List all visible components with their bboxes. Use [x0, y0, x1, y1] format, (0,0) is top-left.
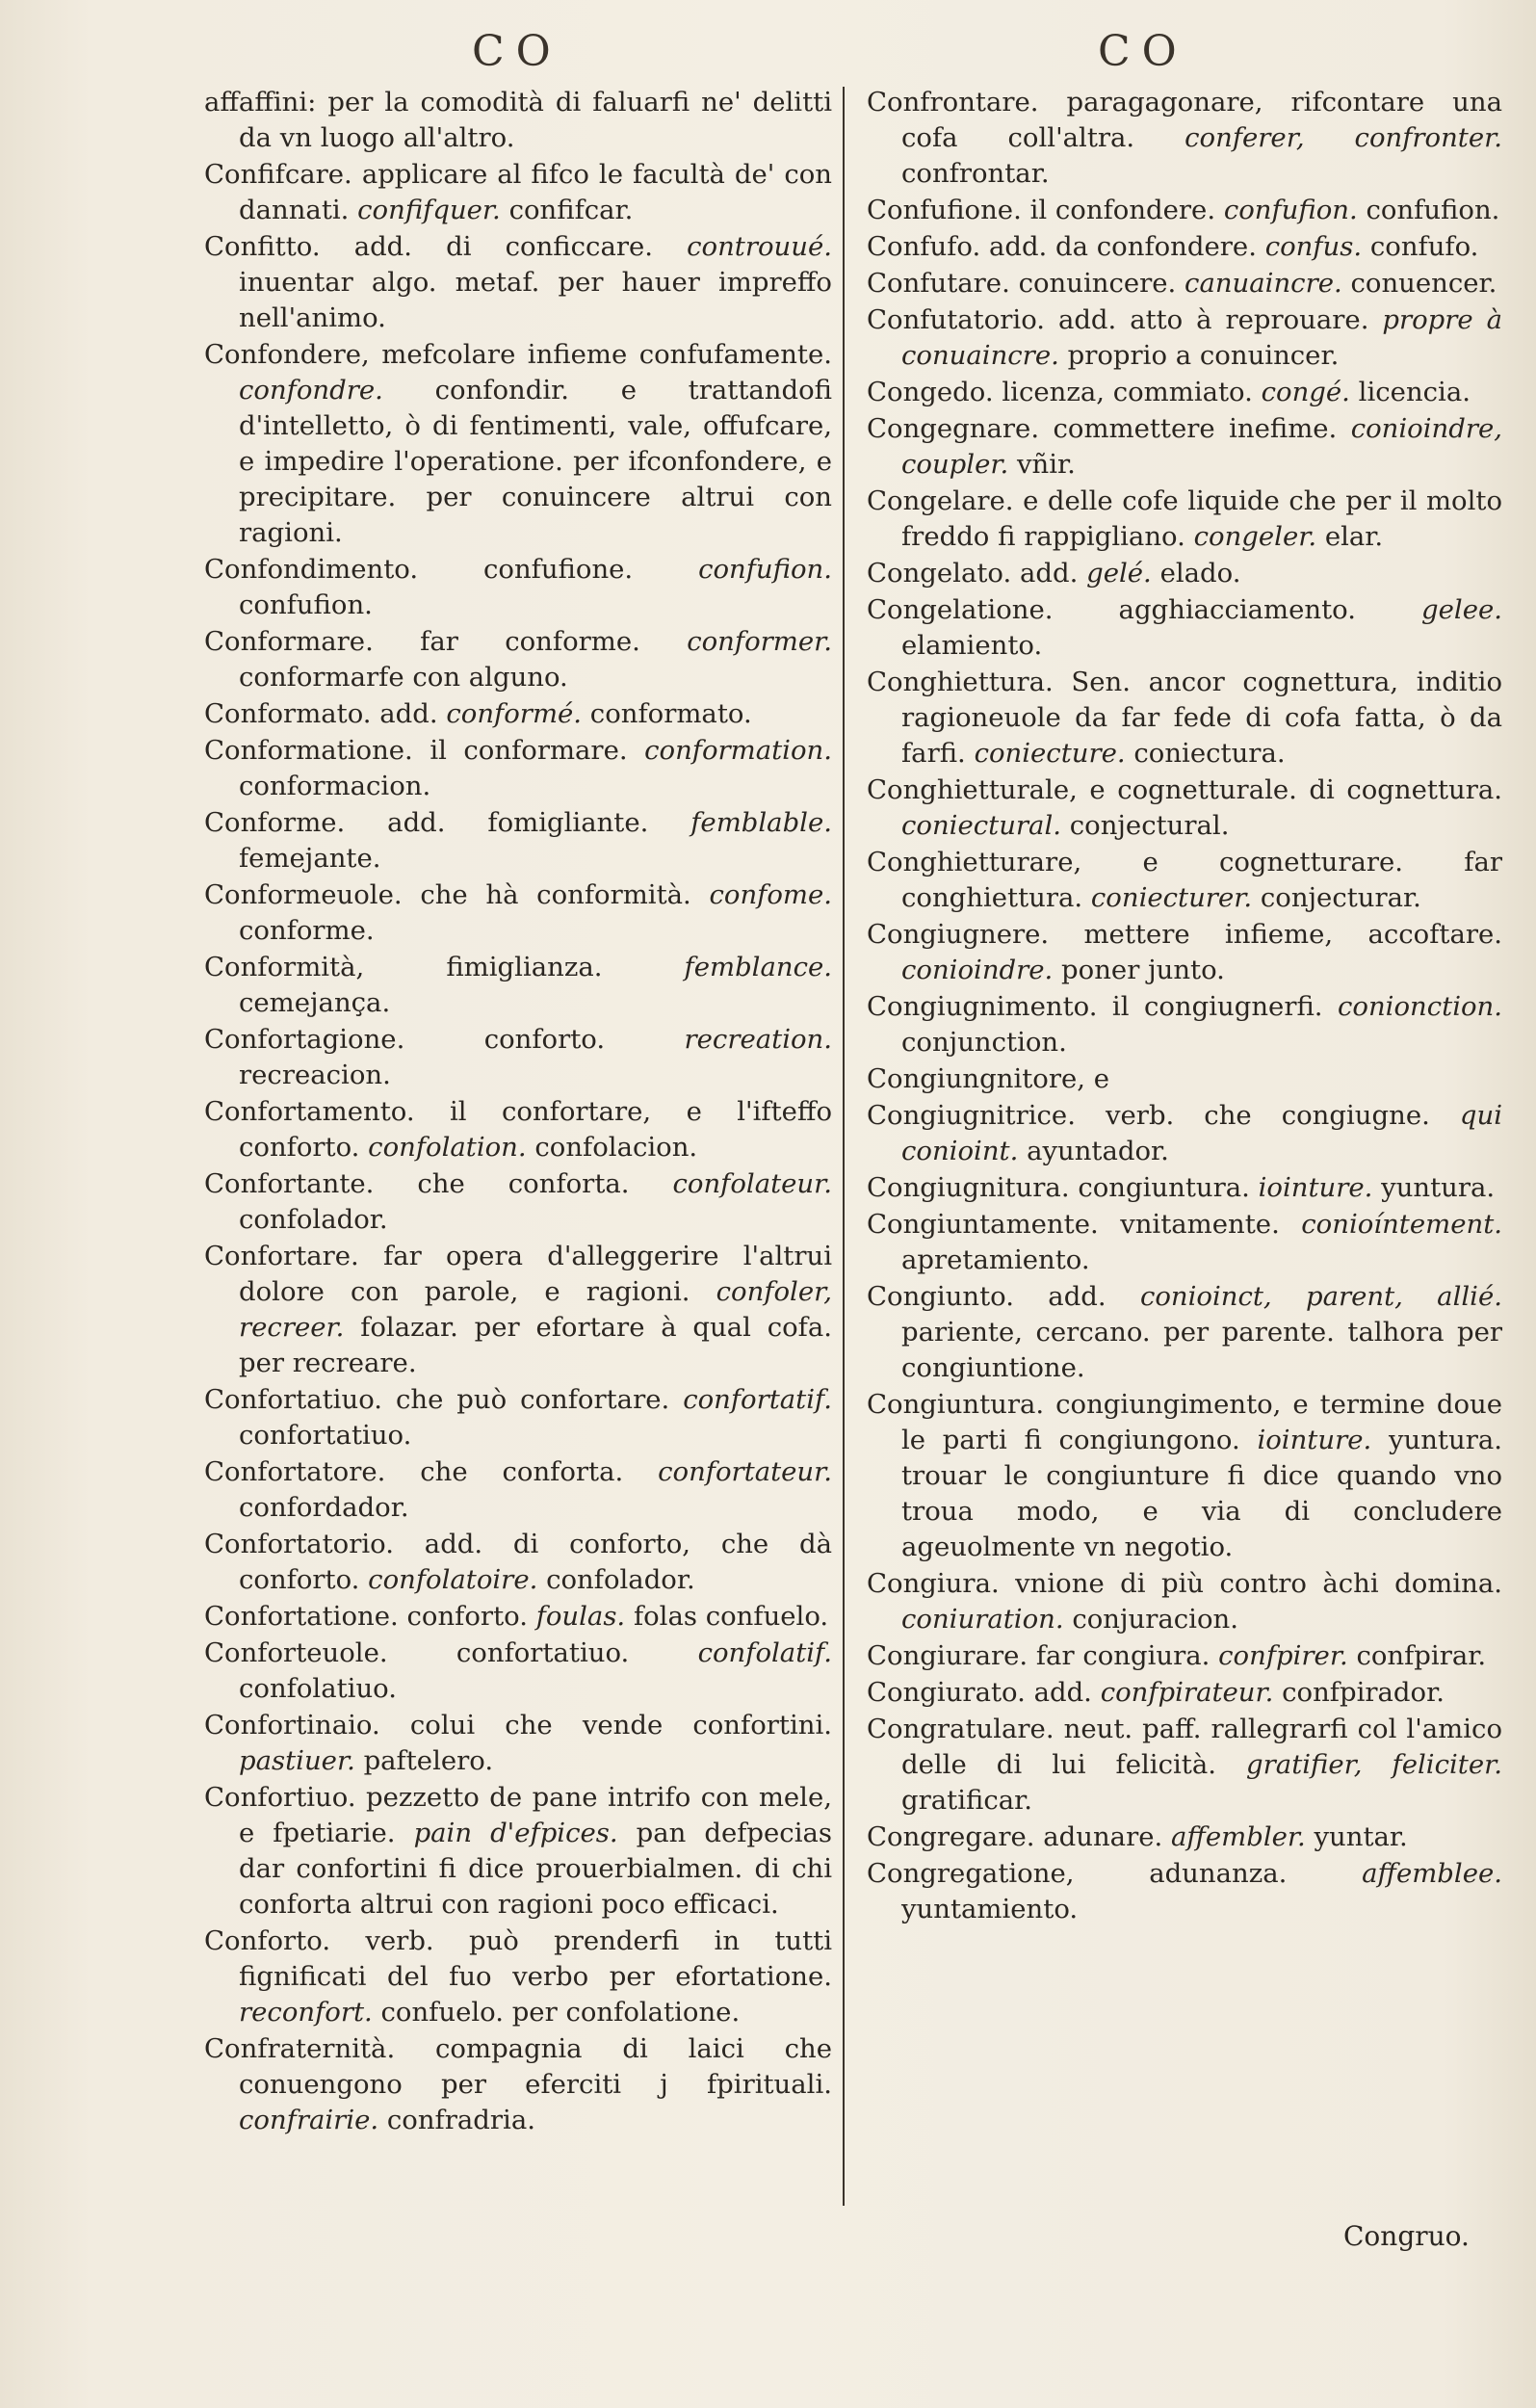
entry-definition: add. atto à reprouare. — [1057, 304, 1369, 335]
entry-spanish-equivalent: yuntura. — [1381, 1172, 1496, 1203]
dictionary-entry — [204, 733, 832, 804]
dictionary-entry — [204, 1022, 832, 1093]
entry-french-equivalent: confortatif. — [683, 1384, 832, 1415]
entry-definition: conforto. — [406, 1601, 528, 1632]
entry-definition: il conformare. — [430, 735, 628, 766]
entry-headword: Congelare. — [867, 485, 1014, 516]
entry-french-equivalent: coniecture. — [974, 738, 1126, 769]
entry-definition: verb. che congiugne. — [1105, 1100, 1430, 1131]
entry-spanish-equivalent: cemejança. — [239, 987, 391, 1018]
entry-spanish-equivalent: proprio a conuincer. — [1067, 340, 1340, 371]
entry-headword: Congelatione. — [867, 594, 1054, 625]
entry-french-equivalent: confrairie. — [239, 2105, 379, 2135]
entry-headword: Congiurato. — [867, 1677, 1026, 1708]
entry-spanish-equivalent: conjuracion. — [1072, 1604, 1238, 1635]
entry-headword: Congedo. — [867, 377, 994, 407]
entry-headword: Congiugnitrice. — [867, 1100, 1076, 1131]
entry-definition: che può confortare. — [395, 1384, 670, 1415]
dictionary-entry — [867, 411, 1502, 483]
entry-spanish-equivalent: vñir. — [1016, 449, 1076, 480]
entry-spanish-equivalent: confolacion. — [534, 1132, 698, 1163]
entry-headword: Congiunto. — [867, 1281, 1014, 1312]
entry-headword: Confrontare. — [867, 87, 1039, 118]
entry-spanish-equivalent: confolador. — [239, 1204, 388, 1235]
catchword: Congruo. — [1343, 2220, 1470, 2252]
dictionary-entry — [204, 624, 832, 695]
dictionary-entry — [867, 1819, 1502, 1855]
entry-headword: Confraternità. — [204, 2033, 396, 2064]
entry-definition: far opera d'alleggerire l'altrui dolore con parole, e ragioni. — [239, 1241, 832, 1307]
entry-spanish-equivalent: coniectura. — [1133, 738, 1286, 769]
entry-definition: licenza, commiato. — [1002, 377, 1253, 407]
entry-headword: Conforme. — [204, 807, 346, 838]
entry-french-equivalent: pastiuer. — [239, 1745, 355, 1776]
dictionary-entry — [867, 665, 1502, 772]
right-column — [867, 85, 1502, 1928]
entry-french-equivalent: congeler. — [1193, 521, 1317, 552]
entry-definition: add. di conficcare. — [353, 231, 654, 262]
entry-headword: Conformatione. — [204, 735, 413, 766]
entry-headword: Conghiettura. — [867, 667, 1054, 697]
entry-spanish-equivalent: yuntura. trouar le congiunture fi dice quando vno troua modo, e via di concludere ageuolmente vn negotio. — [901, 1425, 1502, 1562]
entry-spanish-equivalent: confrontar. — [901, 158, 1050, 189]
entry-headword: Congelato. — [867, 558, 1012, 589]
entry-headword: Congiungnitore, — [867, 1063, 1086, 1094]
entry-french-equivalent: conioinct, parent, allié. — [1139, 1281, 1502, 1312]
entry-spanish-equivalent: confordador. — [239, 1492, 409, 1523]
dictionary-entry — [204, 805, 832, 877]
dictionary-entry — [204, 1382, 832, 1453]
entry-definition: add. di conforto, che dà conforto. — [239, 1529, 832, 1595]
entry-spanish-equivalent: elado. — [1159, 558, 1241, 589]
entry-spanish-equivalent: conformato. — [589, 698, 752, 729]
entry-french-equivalent: confpirateur. — [1100, 1677, 1274, 1708]
entry-french-equivalent: iointure. — [1258, 1172, 1373, 1203]
entry-definition: confufione. — [482, 554, 634, 585]
entry-french-equivalent: confondre. — [239, 375, 383, 406]
entry-spanish-equivalent: pan defpecias dar confortini fi dice prouerbialmen. di chi conforta altrui con ragioni poco efficaci. — [239, 1818, 832, 1920]
entry-definition: e — [1093, 1063, 1110, 1094]
entry-headword: Confortiuo. — [204, 1782, 356, 1813]
dictionary-entry — [867, 845, 1502, 916]
entry-definition: verb. può prenderfi in tutti fignificati del fuo verbo per efortatione. — [239, 1925, 833, 1992]
entry-definition: add. fomigliante. — [387, 807, 649, 838]
entry-spanish-equivalent: conjectural. — [1069, 810, 1230, 841]
entry-french-equivalent: confoler, recreer. — [239, 1276, 832, 1343]
entry-spanish-equivalent: conjecturar. — [1260, 882, 1421, 913]
entry-headword: Confondimento. — [204, 554, 419, 585]
entry-spanish-equivalent: recreacion. — [239, 1060, 391, 1090]
entry-definition: conuincere. — [1018, 268, 1177, 299]
dictionary-entry — [204, 1599, 832, 1635]
entry-headword: Confutare. — [867, 268, 1010, 299]
entry-french-equivalent: conioindre. — [901, 955, 1054, 985]
entry-french-equivalent: conioindre, coupler. — [901, 413, 1503, 480]
entry-definition: colui che vende confortini. — [409, 1710, 832, 1741]
entry-french-equivalent: qui conioint. — [901, 1100, 1502, 1166]
dictionary-entry — [867, 375, 1502, 410]
entry-definition: mefcolare infieme confufamente. — [381, 339, 832, 370]
entry-french-equivalent: coniectural. — [901, 810, 1061, 841]
entry-definition: e cognetturare. far conghiettura. — [901, 847, 1502, 913]
entry-french-equivalent: femblance. — [684, 952, 832, 982]
dictionary-entry — [867, 484, 1502, 555]
entry-definition: conforto. — [483, 1024, 606, 1055]
entry-headword: Confifcare. — [204, 159, 352, 190]
entry-spanish-equivalent: confifcar. — [508, 195, 634, 225]
entry-headword: Confitto. — [204, 231, 321, 262]
running-header-right: CO — [1098, 27, 1188, 76]
entry-french-equivalent: coniecturer. — [1090, 882, 1253, 913]
entry-headword: Confortatione. — [204, 1601, 399, 1632]
dictionary-entry — [204, 85, 832, 156]
entry-definition: far conforme. — [420, 626, 640, 657]
entry-definition: il confortare, e l'ifteffo conforto. — [239, 1096, 832, 1163]
entry-headword: Confortinaio. — [204, 1710, 380, 1741]
entry-headword: Confortamento. — [204, 1096, 415, 1127]
dictionary-entry — [204, 229, 832, 336]
entry-headword: Congiugnimento. — [867, 991, 1098, 1022]
dictionary-entry — [867, 1566, 1502, 1637]
entry-headword: Conforteuole. — [204, 1637, 388, 1668]
entry-definition: compagnia di laici che conuengono per eferciti j fpirituali. — [239, 2033, 832, 2100]
entry-definition: mettere infieme, accoftare. — [1083, 919, 1502, 950]
entry-definition: vnitamente. — [1120, 1209, 1280, 1240]
dictionary-entry — [204, 1924, 832, 2030]
entry-french-equivalent: confolatif. — [697, 1637, 832, 1668]
entry-definition: e cognetturale. di cognettura. — [1089, 774, 1502, 805]
dictionary-entry — [867, 917, 1502, 988]
dictionary-entry — [204, 552, 832, 623]
dictionary-entry — [867, 1098, 1502, 1169]
entry-french-equivalent: gratifier, feliciter. — [1246, 1749, 1502, 1780]
entry-headword: Confortante. — [204, 1168, 375, 1199]
entry-headword: Congiura. — [867, 1568, 1000, 1599]
entry-definition: fimiglianza. — [446, 952, 603, 982]
entry-french-equivalent: propre à conuaincre. — [901, 304, 1503, 371]
entry-french-equivalent: iointure. — [1257, 1425, 1372, 1455]
entry-headword: Congiuntura. — [867, 1389, 1045, 1420]
entry-spanish-equivalent: licencia. — [1358, 377, 1471, 407]
entry-french-equivalent: confolation. — [368, 1132, 527, 1163]
entry-spanish-equivalent: confortatiuo. — [239, 1420, 412, 1451]
entry-french-equivalent: confufion. — [1223, 195, 1358, 225]
running-header-left: CO — [472, 27, 562, 76]
entry-spanish-equivalent: confondir. e trattandofi d'intelletto, ò di fentimenti, vale, offufcare, e impedire l'operatione. per ifconfondere, e precipitare. per conuincere altrui con ragioni. — [239, 375, 832, 548]
dictionary-entry — [867, 1279, 1502, 1386]
entry-french-equivalent: confome. — [709, 879, 832, 910]
entry-definition: adunanza. — [1149, 1858, 1288, 1889]
entry-headword: Congegnare. — [867, 413, 1040, 444]
entry-spanish-equivalent: confufo. — [1369, 231, 1479, 262]
dictionary-entry — [867, 1856, 1502, 1927]
dictionary-entry — [867, 266, 1502, 301]
entry-spanish-equivalent: poner junto. — [1061, 955, 1225, 985]
entry-french-equivalent: coniuration. — [901, 1604, 1064, 1635]
entry-spanish-equivalent: elamiento. — [901, 630, 1043, 661]
dictionary-entry — [867, 85, 1502, 192]
entry-french-equivalent: confolatoire. — [368, 1564, 538, 1595]
entry-spanish-equivalent: confpirar. — [1356, 1640, 1487, 1671]
entry-french-equivalent: congé. — [1261, 377, 1350, 407]
dictionary-entry — [204, 1527, 832, 1598]
entry-spanish-equivalent: confolador. — [546, 1564, 695, 1595]
dictionary-entry — [204, 1166, 832, 1238]
entry-spanish-equivalent: confuelo. per confolatione. — [380, 1997, 741, 2028]
entry-headword: Congiugnitura. — [867, 1172, 1070, 1203]
entry-spanish-equivalent: pariente, cercano. per parente. talhora per congiuntione. — [901, 1317, 1502, 1383]
dictionary-entry — [204, 1454, 832, 1526]
entry-french-equivalent: pain d'efpices. — [413, 1818, 618, 1848]
entry-french-equivalent: confifquer. — [357, 195, 501, 225]
entry-spanish-equivalent: confufion. — [239, 589, 373, 620]
entry-french-equivalent: confus. — [1264, 231, 1363, 262]
dictionary-entry — [204, 157, 832, 228]
entry-definition: confortatiuo. — [456, 1637, 630, 1668]
entry-definition: agghiacciamento. — [1118, 594, 1356, 625]
entry-headword: Congratulare. — [867, 1714, 1054, 1744]
entry-headword: Conformeuole. — [204, 879, 403, 910]
entry-definition: far congiura. — [1035, 1640, 1211, 1671]
dictionary-entry — [867, 229, 1502, 265]
dictionary-entry — [867, 772, 1502, 844]
entry-spanish-equivalent: conformacion. — [239, 771, 431, 801]
entry-headword: Confufione. — [867, 195, 1022, 225]
dictionary-entry — [204, 2031, 832, 2138]
entry-definition: add. da confondere. — [988, 231, 1257, 262]
entry-spanish-equivalent: conuencer. — [1350, 268, 1497, 299]
entry-spanish-equivalent: folazar. per efortare à qual cofa. per recreare. — [239, 1312, 832, 1378]
entry-spanish-equivalent: confradria. — [386, 2105, 535, 2135]
entry-definition: Sen. ancor cognettura, inditio ragioneuole da far fede di cofa fatta, ò da farfi. — [901, 667, 1502, 769]
entry-definition: e delle cofe liquide che per il molto freddo fi rappigliano. — [901, 485, 1503, 552]
entry-headword: Conghietturale, — [867, 774, 1078, 805]
entry-spanish-equivalent: ayuntador. — [1027, 1136, 1169, 1166]
left-column — [204, 85, 832, 2139]
entry-spanish-equivalent: apretamiento. — [901, 1244, 1090, 1275]
dictionary-entry — [204, 950, 832, 1021]
entry-french-equivalent: gelé. — [1086, 558, 1152, 589]
dictionary-entry — [204, 337, 832, 551]
entry-french-equivalent: affembler. — [1170, 1821, 1306, 1852]
entry-definition: add. — [1048, 1281, 1106, 1312]
entry-spanish-equivalent: confufion. — [1366, 195, 1500, 225]
dictionary-entry — [867, 1638, 1502, 1674]
entry-french-equivalent: controuué. — [687, 231, 832, 262]
entry-definition: add. — [1033, 1677, 1092, 1708]
entry-spanish-equivalent: elar. — [1324, 521, 1384, 552]
entry-spanish-equivalent: paftelero. — [363, 1745, 494, 1776]
dictionary-entry — [204, 1094, 832, 1165]
dictionary-entry — [867, 1061, 1502, 1097]
entry-french-equivalent: recreation. — [684, 1024, 832, 1055]
entry-headword: Congiugnere. — [867, 919, 1050, 950]
entry-definition: neut. paff. rallegrarfi col l'amico delle di lui felicità. — [901, 1714, 1503, 1780]
entry-french-equivalent: conformé. — [446, 698, 583, 729]
entry-headword: Congiuntamente. — [867, 1209, 1099, 1240]
dictionary-entry — [867, 1170, 1502, 1206]
entry-french-equivalent: affemblee. — [1362, 1858, 1502, 1889]
entry-french-equivalent: confolateur. — [672, 1168, 832, 1199]
entry-definition: che hà conformità. — [420, 879, 691, 910]
entry-definition: applicare al fifco le facultà de' con dannati. — [239, 159, 832, 225]
entry-definition: add. — [1020, 558, 1079, 589]
entry-spanish-equivalent: yuntamiento. — [901, 1894, 1079, 1924]
entry-headword: Confortatore. — [204, 1456, 386, 1487]
entry-definition: congiuntura. — [1078, 1172, 1250, 1203]
entry-french-equivalent: gelee. — [1421, 594, 1502, 625]
entry-headword: Congiurare. — [867, 1640, 1028, 1671]
entry-headword: Confufo. — [867, 231, 981, 262]
entry-french-equivalent: confufion. — [698, 554, 832, 585]
dictionary-entry — [867, 1387, 1502, 1565]
entry-french-equivalent: foulas. — [535, 1601, 626, 1632]
entry-headword: Confortare. — [204, 1241, 359, 1271]
entry-french-equivalent: canuaincre. — [1185, 268, 1342, 299]
entry-headword: Congregare. — [867, 1821, 1035, 1852]
entry-definition: commettere inefime. — [1053, 413, 1338, 444]
entry-spanish-equivalent: folas confuelo. — [633, 1601, 829, 1632]
dictionary-entry — [204, 1708, 832, 1779]
entry-spanish-equivalent: conforme. — [239, 915, 375, 946]
entry-headword: Confortatiuo. — [204, 1384, 383, 1415]
dictionary-entry — [204, 1636, 832, 1707]
dictionary-entry — [204, 1780, 832, 1923]
entry-definition: il confondere. — [1029, 195, 1216, 225]
entry-definition: pezzetto de pane intrifo con mele, e fpetiarie. — [239, 1782, 832, 1848]
dictionary-entry — [867, 193, 1502, 228]
entry-spanish-equivalent: femejante. — [239, 843, 381, 874]
dictionary-entry — [204, 877, 832, 949]
entry-spanish-equivalent: confolatiuo. — [239, 1673, 397, 1704]
entry-spanish-equivalent: conjunction. — [901, 1027, 1067, 1058]
dictionary-entry — [867, 556, 1502, 591]
entry-headword: Conformità, — [204, 952, 365, 982]
dictionary-entry — [867, 1207, 1502, 1278]
entry-definition: vnione di più contro àchi domina. — [1015, 1568, 1502, 1599]
entry-french-equivalent: femblable. — [690, 807, 832, 838]
entry-french-equivalent: conformation. — [644, 735, 832, 766]
entry-headword: Confortagione. — [204, 1024, 405, 1055]
entry-definition: paragagonare, rifcontare una cofa coll'altra. — [901, 87, 1502, 153]
entry-headword: Confortatorio. — [204, 1529, 394, 1559]
dictionary-entry — [867, 592, 1502, 664]
entry-french-equivalent: conioíntement. — [1301, 1209, 1502, 1240]
entry-spanish-equivalent: yuntar. — [1314, 1821, 1408, 1852]
entry-french-equivalent: confortateur. — [658, 1456, 833, 1487]
entry-headword: Confondere, — [204, 339, 370, 370]
entry-french-equivalent: conionction. — [1338, 991, 1503, 1022]
dictionary-entry — [204, 696, 832, 732]
entry-french-equivalent: reconfort. — [239, 1997, 373, 2028]
entry-spanish-equivalent: gratificar. — [901, 1785, 1032, 1816]
entry-headword: Congregatione, — [867, 1858, 1075, 1889]
dictionary-entry — [867, 1675, 1502, 1711]
dictionary-entry — [867, 1712, 1502, 1819]
entry-headword: Conghietturare, — [867, 847, 1082, 877]
entry-headword: Conformato. — [204, 698, 372, 729]
dictionary-entry — [204, 1239, 832, 1381]
entry-definition: add. — [379, 698, 438, 729]
entry-spanish-equivalent: inuentar algo. metaf. per hauer impreffo nell'animo. — [239, 267, 832, 333]
entry-definition: adunare. — [1043, 1821, 1163, 1852]
entry-definition: affaffini: per la comodità di faluarfi ne' delitti da vn luogo all'altro. — [204, 87, 832, 153]
entry-definition: congiungimento, e termine doue le parti fi congiungono. — [901, 1389, 1502, 1455]
column-divider — [843, 87, 845, 2206]
dictionary-entry — [867, 302, 1502, 374]
dictionary-entry — [867, 989, 1502, 1060]
entry-french-equivalent: conferer, confronter. — [1185, 122, 1503, 153]
entry-headword: Conformare. — [204, 626, 374, 657]
entry-headword: Confutatorio. — [867, 304, 1046, 335]
entry-spanish-equivalent: confpirador. — [1282, 1677, 1445, 1708]
entry-spanish-equivalent: conformarfe con alguno. — [239, 662, 568, 693]
entry-french-equivalent: confpirer. — [1218, 1640, 1348, 1671]
entry-definition: il congiugnerfi. — [1111, 991, 1323, 1022]
entry-headword: Conforto. — [204, 1925, 331, 1956]
entry-definition: che conforta. — [420, 1456, 624, 1487]
entry-french-equivalent: conformer. — [687, 626, 832, 657]
entry-definition: che conforta. — [417, 1168, 630, 1199]
